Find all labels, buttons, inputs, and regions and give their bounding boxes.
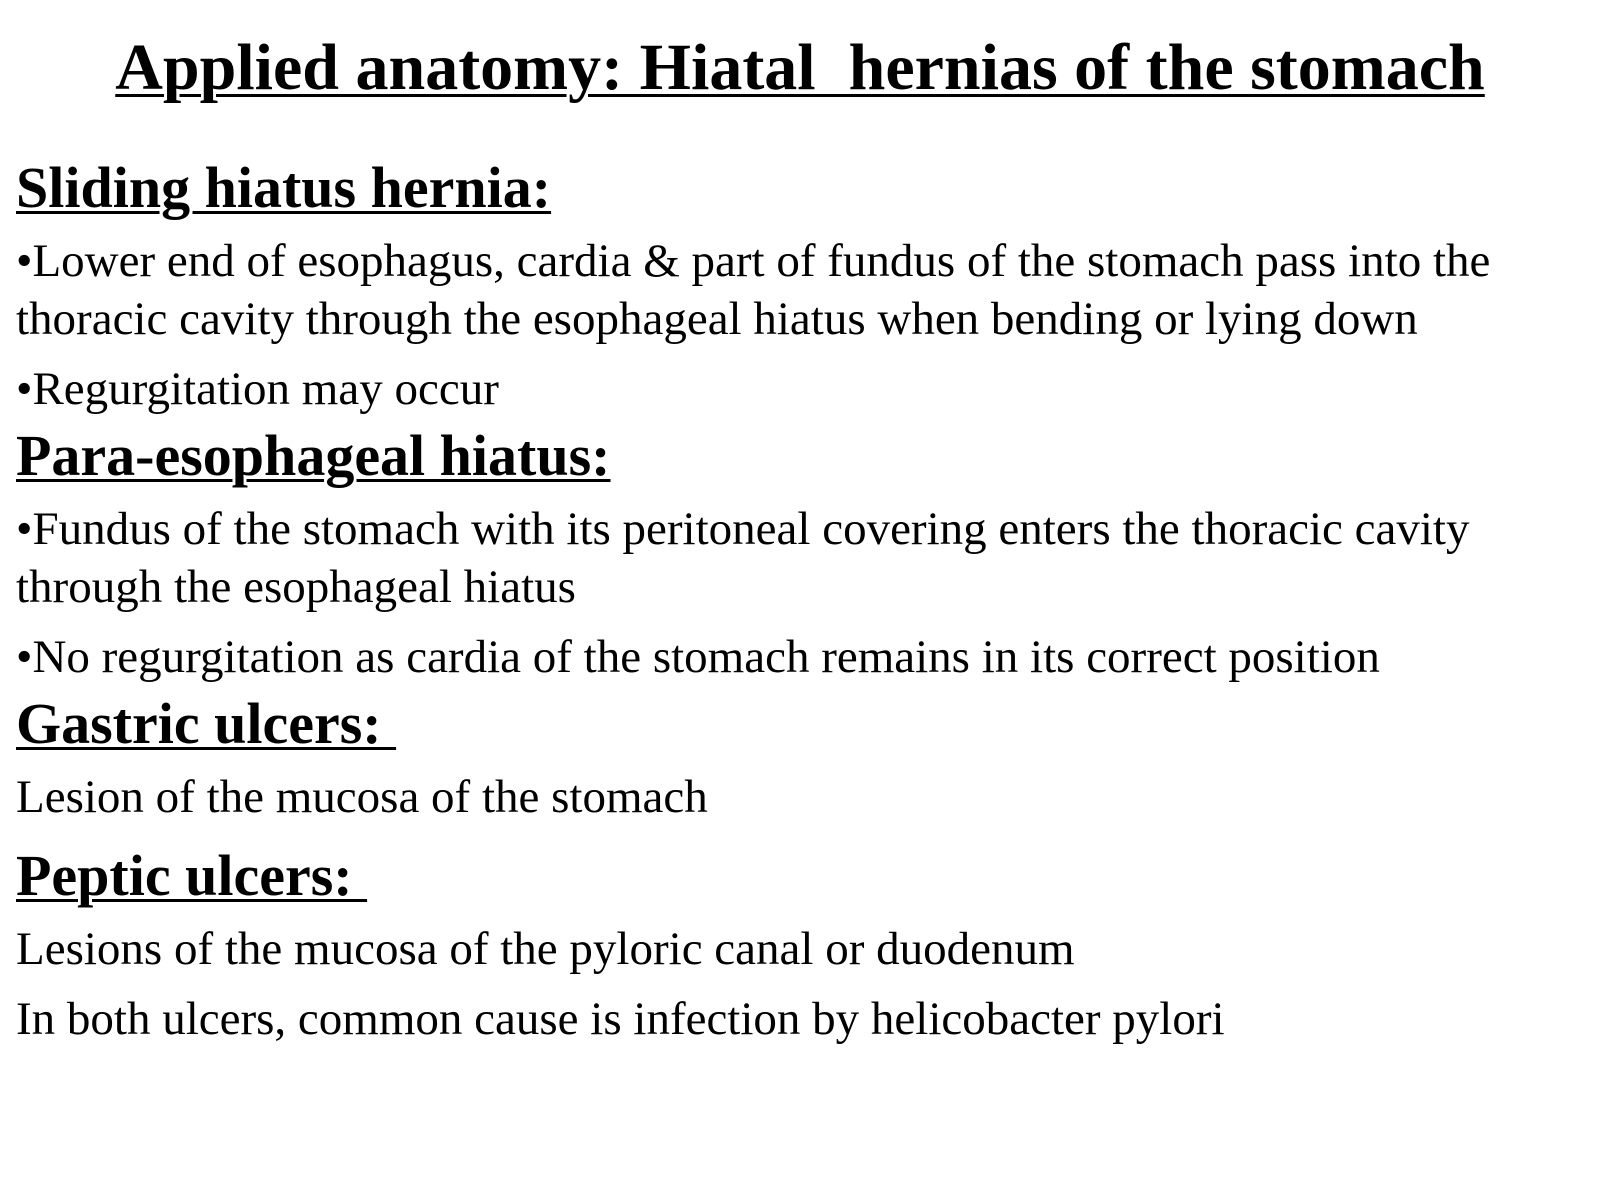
section-heading: Para-esophageal hiatus: (16, 423, 611, 488)
section-heading: Peptic ulcers: (16, 843, 368, 908)
slide-content (16, 150, 1586, 1048)
text-line: Lesion of the mucosa of the stomach (16, 771, 708, 823)
bullet-item: •Regurgitation may occur (16, 363, 499, 415)
section-heading: Sliding hiatus hernia: (16, 155, 552, 220)
section-gastric-ulcers (16, 686, 1586, 826)
bullet-item: •Fundus of the stomach with its peritoneal covering enters the thoracic cavity through the esophageal hiatus (16, 503, 1470, 613)
section-peptic-ulcers (16, 838, 1586, 1048)
section-para-esophageal-hiatus (16, 418, 1586, 686)
bullet-item: •No regurgitation as cardia of the stomach remains in its correct position (16, 631, 1380, 683)
text-line: In both ulcers, common cause is infection by helicobacter pylori (16, 993, 1225, 1045)
section-heading: Gastric ulcers: (16, 691, 397, 756)
bullet-item: •Lower end of esophagus, cardia & part of fundus of the stomach pass into the thoracic cavity through the esophageal hiatus when bending or lying down (16, 235, 1491, 345)
slide-title: Applied anatomy: Hiatal hernias of the stomach (115, 31, 1485, 104)
section-sliding-hiatus-hernia (16, 150, 1586, 418)
text-line: Lesions of the mucosa of the pyloric canal or duodenum (16, 923, 1075, 975)
